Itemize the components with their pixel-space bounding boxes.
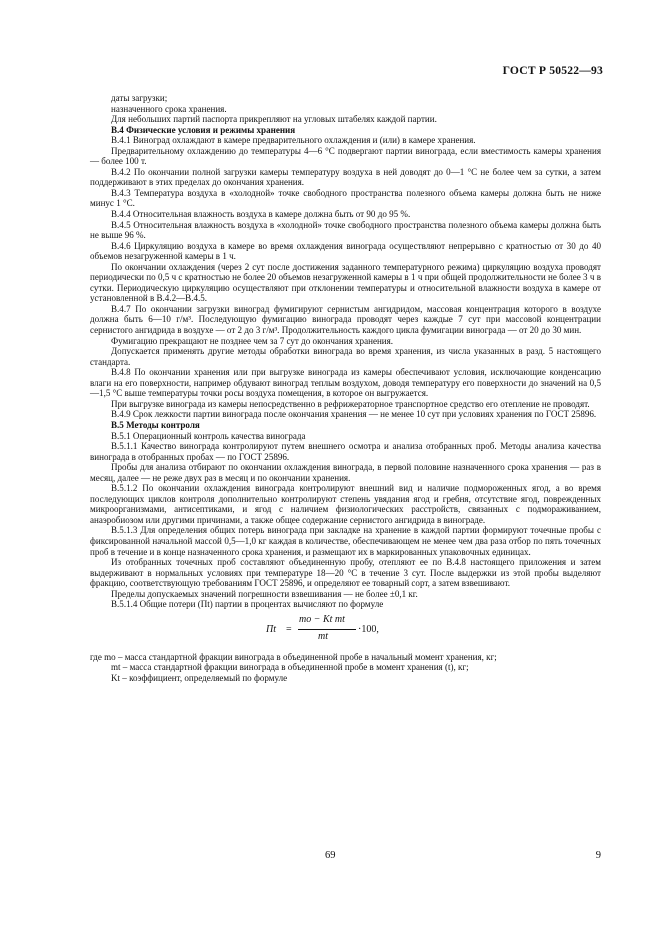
formula-equals: = [286, 623, 292, 635]
page-sub-number: 9 [595, 850, 601, 861]
paragraph: В.4.1 Виноград охлаждают в камере предварительного охлаждения и (или) в камере хранения. [111, 135, 476, 146]
paragraph: В.4.4 Относительная влажность воздуха в камере должна быть от 90 до 95 %. [111, 209, 411, 220]
paragraph: Предварительному охлаждению до температуры 4—6 °С подвергают партии винограда, если вместимость камеры хранения — более 100 т. [90, 145, 601, 167]
formula-multiplier: ·100, [358, 623, 379, 635]
paragraph: Фумигацию прекращают не позднее чем за 7 сут до окончания хранения. [111, 335, 394, 346]
paragraph: В.5.1.1 Качество винограда контролируют путем внешнего осмотра и анализа отобранных проб. Методы анализа качества винограда в отобранных пробах — по ГОСТ 25896. [90, 441, 601, 462]
paragraph: В.4.8 По окончании хранения или при выгрузке винограда из камеры обеспечивают условия, исключающие конденсацию влаги на его поверхности, например обдувают виноград теплым воздухом, доводя температуру его поверхности до значений на 0,5—1,5 °С выше температуры точки росы воздуха помещения, в которое он выгружается. [90, 367, 601, 399]
section-heading-b5: В.5 Методы контроля [111, 419, 200, 430]
page-body [90, 93, 601, 683]
paragraph: В.5.1.2 По окончании охлаждения винограда контролируют внешний вид и наличие подмороженных ягод, а во время последующих циклов контроля дополнительно контролируют степень увядания ягод и гребня, отсутствие ягод, поврежденных микроорганизмами, антисептиками, и ягод с наличием физиологических расстройств, связанных с подмораживанием, анаэробиозом или другими причинами, а также общее содержание сернистого ангидрида в винограде. [90, 483, 601, 525]
section-heading-b4: В.4 Физические условия и режимы хранения [111, 124, 296, 135]
paragraph: Пределы допускаемых значений погрешности взвешивания — не более ±0,1 кг. [111, 588, 418, 599]
paragraph: По окончании охлаждения (через 2 сут после достижения заданного температурного режима) циркуляцию воздуха проводят периодически по 0,5 ч с кратностью не более 20 объемов незагруженной камеры в 1 ч при общей продолжительности не более 3 ч в сутки. Периодическую циркуляцию осуществляют при отклонении температуры и относительной влажности воздуха в камере от установленной в В.4.2—В.4.5. [90, 261, 601, 304]
paragraph: При выгрузке винограда из камеры непосредственно в рефрижераторное транспортное средство его отепление не проводят. [111, 398, 590, 409]
loss-formula [90, 614, 601, 650]
text-line: Для небольших партий паспорта прикрепляют на угловых штабелях каждой партии. [111, 114, 437, 125]
paragraph: В.4.7 По окончании загрузки виноград фумигируют сернистым ангидридом, массовая концентрация которого в воздухе должна быть 6—10 г/м³. Последующую фумигацию винограда проводят через каждые 7 сут при массовой концентрации сернистого ангидрида в воздухе — от 2 до 3 г/м³. Продолжительность каждого цикла фумигации винограда — от 20 до 30 мин. [90, 303, 601, 336]
paragraph: В.4.3 Температура воздуха в «холодной» точке свободного пространства полезного объема камеры должна быть не ниже минус 1 °С. [90, 187, 601, 209]
paragraph: В.5.1 Операционный контроль качества винограда [111, 430, 306, 441]
text-line: назначенного срока хранения. [111, 103, 227, 114]
paragraph: В.4.2 По окончании полной загрузки камеры температуру воздуха в ней доводят до 0—1 °С не более чем за сутки, а затем поддерживают в этих пределах до окончания хранения. [90, 166, 601, 188]
paragraph: В.5.1.4 Общие потери (Пt) партии в процентах вычисляют по формуле [111, 599, 384, 610]
paragraph: В.4.5 Относительная влажность воздуха в «холодной» точке свободного пространства полезного объема камеры должна быть не выше 96 %. [90, 219, 601, 241]
fraction-bar [298, 629, 356, 630]
text-line: даты загрузки; [111, 93, 168, 103]
variable-definition: Kt – коэффициент, определяемый по формуле [111, 672, 288, 683]
paragraph: Из отобранных точечных проб составляют объединенную пробу, отепляют ее по В.4.8 настоящего приложения и затем выдерживают в нормальных условиях при температуре 18—20 °С в течение 3 сут. После выдержки из этой пробы выделяют фракцию, соответствующую требованиям ГОСТ 25896, и определяют ее товарный сорт, а затем взвешивают. [90, 557, 601, 589]
formula-numerator: mo − Kt mt [299, 613, 345, 625]
page-number: 69 [325, 850, 336, 861]
paragraph: Допускается применять другие методы обработки винограда во время хранения, из числа указанных в разд. 5 настоящего стандарта. [90, 346, 601, 367]
paragraph: В.5.1.3 Для определения общих потерь винограда при закладке на хранение в каждой партии формируют точечные пробы с фиксированной начальной массой 0,5—1,0 кг каждая в количестве, обеспечивающем не менее чем два раза отбор по пять точечных проб в течение и в конце назначенного срока хранения, и размещают их в маркированных упаковочных единицах. [90, 525, 601, 557]
formula-denominator: mt [318, 630, 328, 642]
variable-definition: где mo – масса стандартной фракции винограда в объединенной пробе в начальный момент хранения, кг; [90, 651, 497, 662]
paragraph: В.4.6 Циркуляцию воздуха в камере во время охлаждения винограда осуществляют непрерывно с кратностью от 30 до 40 объемов незагруженной камеры в 1 ч. [90, 240, 601, 262]
paragraph: Пробы для анализа отбирают по окончании охлаждения винограда, в первой половине назначенного срока хранения — раз в месяц, далее — не реже двух раз в месяц и по окончании хранения. [90, 462, 601, 483]
document-header: ГОСТ Р 50522—93 [502, 64, 603, 77]
paragraph: В.4.9 Срок лежкости партии винограда после окончания хранения — не менее 10 сут при условиях хранения по ГОСТ 25896. [111, 409, 597, 420]
variable-definition: mt – масса стандартной фракции винограда в объединенной пробе в момент хранения (t), кг; [111, 662, 469, 673]
formula-lhs: Пt [266, 623, 276, 635]
